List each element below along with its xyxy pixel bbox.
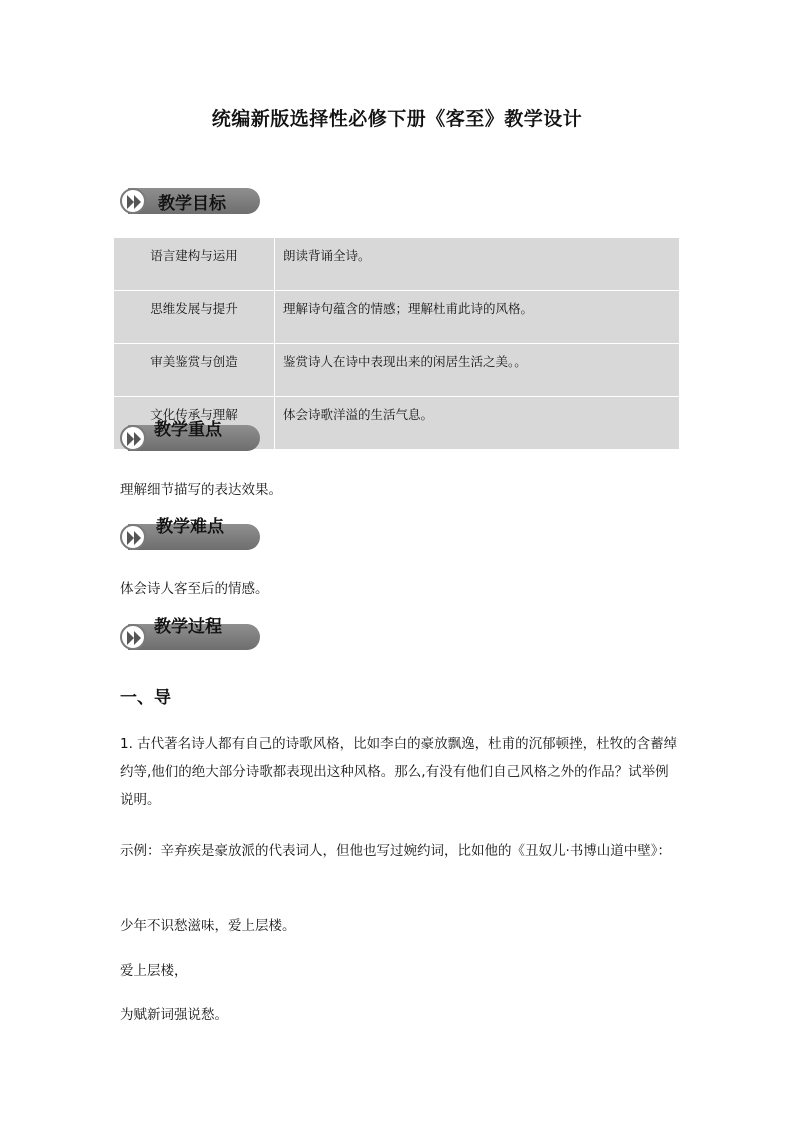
double-arrow-icon [120,524,146,550]
section-header-goals [120,188,260,214]
double-arrow-icon [120,425,146,451]
goal-key: 思维发展与提升 [114,291,275,344]
goal-key: 审美鉴赏与创造 [114,344,275,397]
section-label: 教学过程 [154,617,222,637]
section-header-process [120,617,260,650]
difficult-text: 体会诗人客至后的情感。 [120,581,269,597]
section-label: 教学难点 [156,517,224,537]
section-label: 教学目标 [158,194,226,214]
section-label: 教学重点 [154,420,222,440]
double-arrow-icon [120,188,146,214]
part-heading: 一、导 [120,688,171,708]
table-row [114,344,680,397]
section-header-difficult [120,517,260,550]
document-title: 统编新版选择性必修下册《客至》教学设计 [211,108,583,130]
goal-value: 朗读背诵全诗。 [275,238,680,291]
paragraph: 示例：辛弃疾是豪放派的代表词人，但他也写过婉约词，比如他的《丑奴儿·书博山道中壁》： [120,843,672,859]
double-arrow-icon [120,624,146,650]
poem-line: 少年不识愁滋味，爱上层楼。 [120,918,296,934]
goal-key: 文化传承与理解 [114,397,275,450]
goal-value: 鉴赏诗人在诗中表现出来的闲居生活之美。。 [275,344,680,397]
goal-value: 体会诗歌洋溢的生活气息。 [275,397,680,450]
key-text: 理解细节描写的表达效果。 [120,482,282,498]
table-row [114,238,680,291]
poem-line: 为赋新词强说愁。 [120,1007,228,1023]
poem-line: 爱上层楼， [120,963,188,979]
section-header-key [120,420,260,451]
table-row [114,291,680,344]
goal-value: 理解诗句蕴含的情感；理解杜甫此诗的风格。 [275,291,680,344]
goal-key: 语言建构与运用 [114,238,275,291]
paragraph: 1. 古代著名诗人都有自己的诗歌风格，比如李白的豪放飘逸，杜甫的沉郁顿挫，杜牧的含蓄绰约等,他们的绝大部分诗歌都表现出这种风格。那么,有没有他们自己风格之外的作品？试举例说明。 [120,736,678,808]
